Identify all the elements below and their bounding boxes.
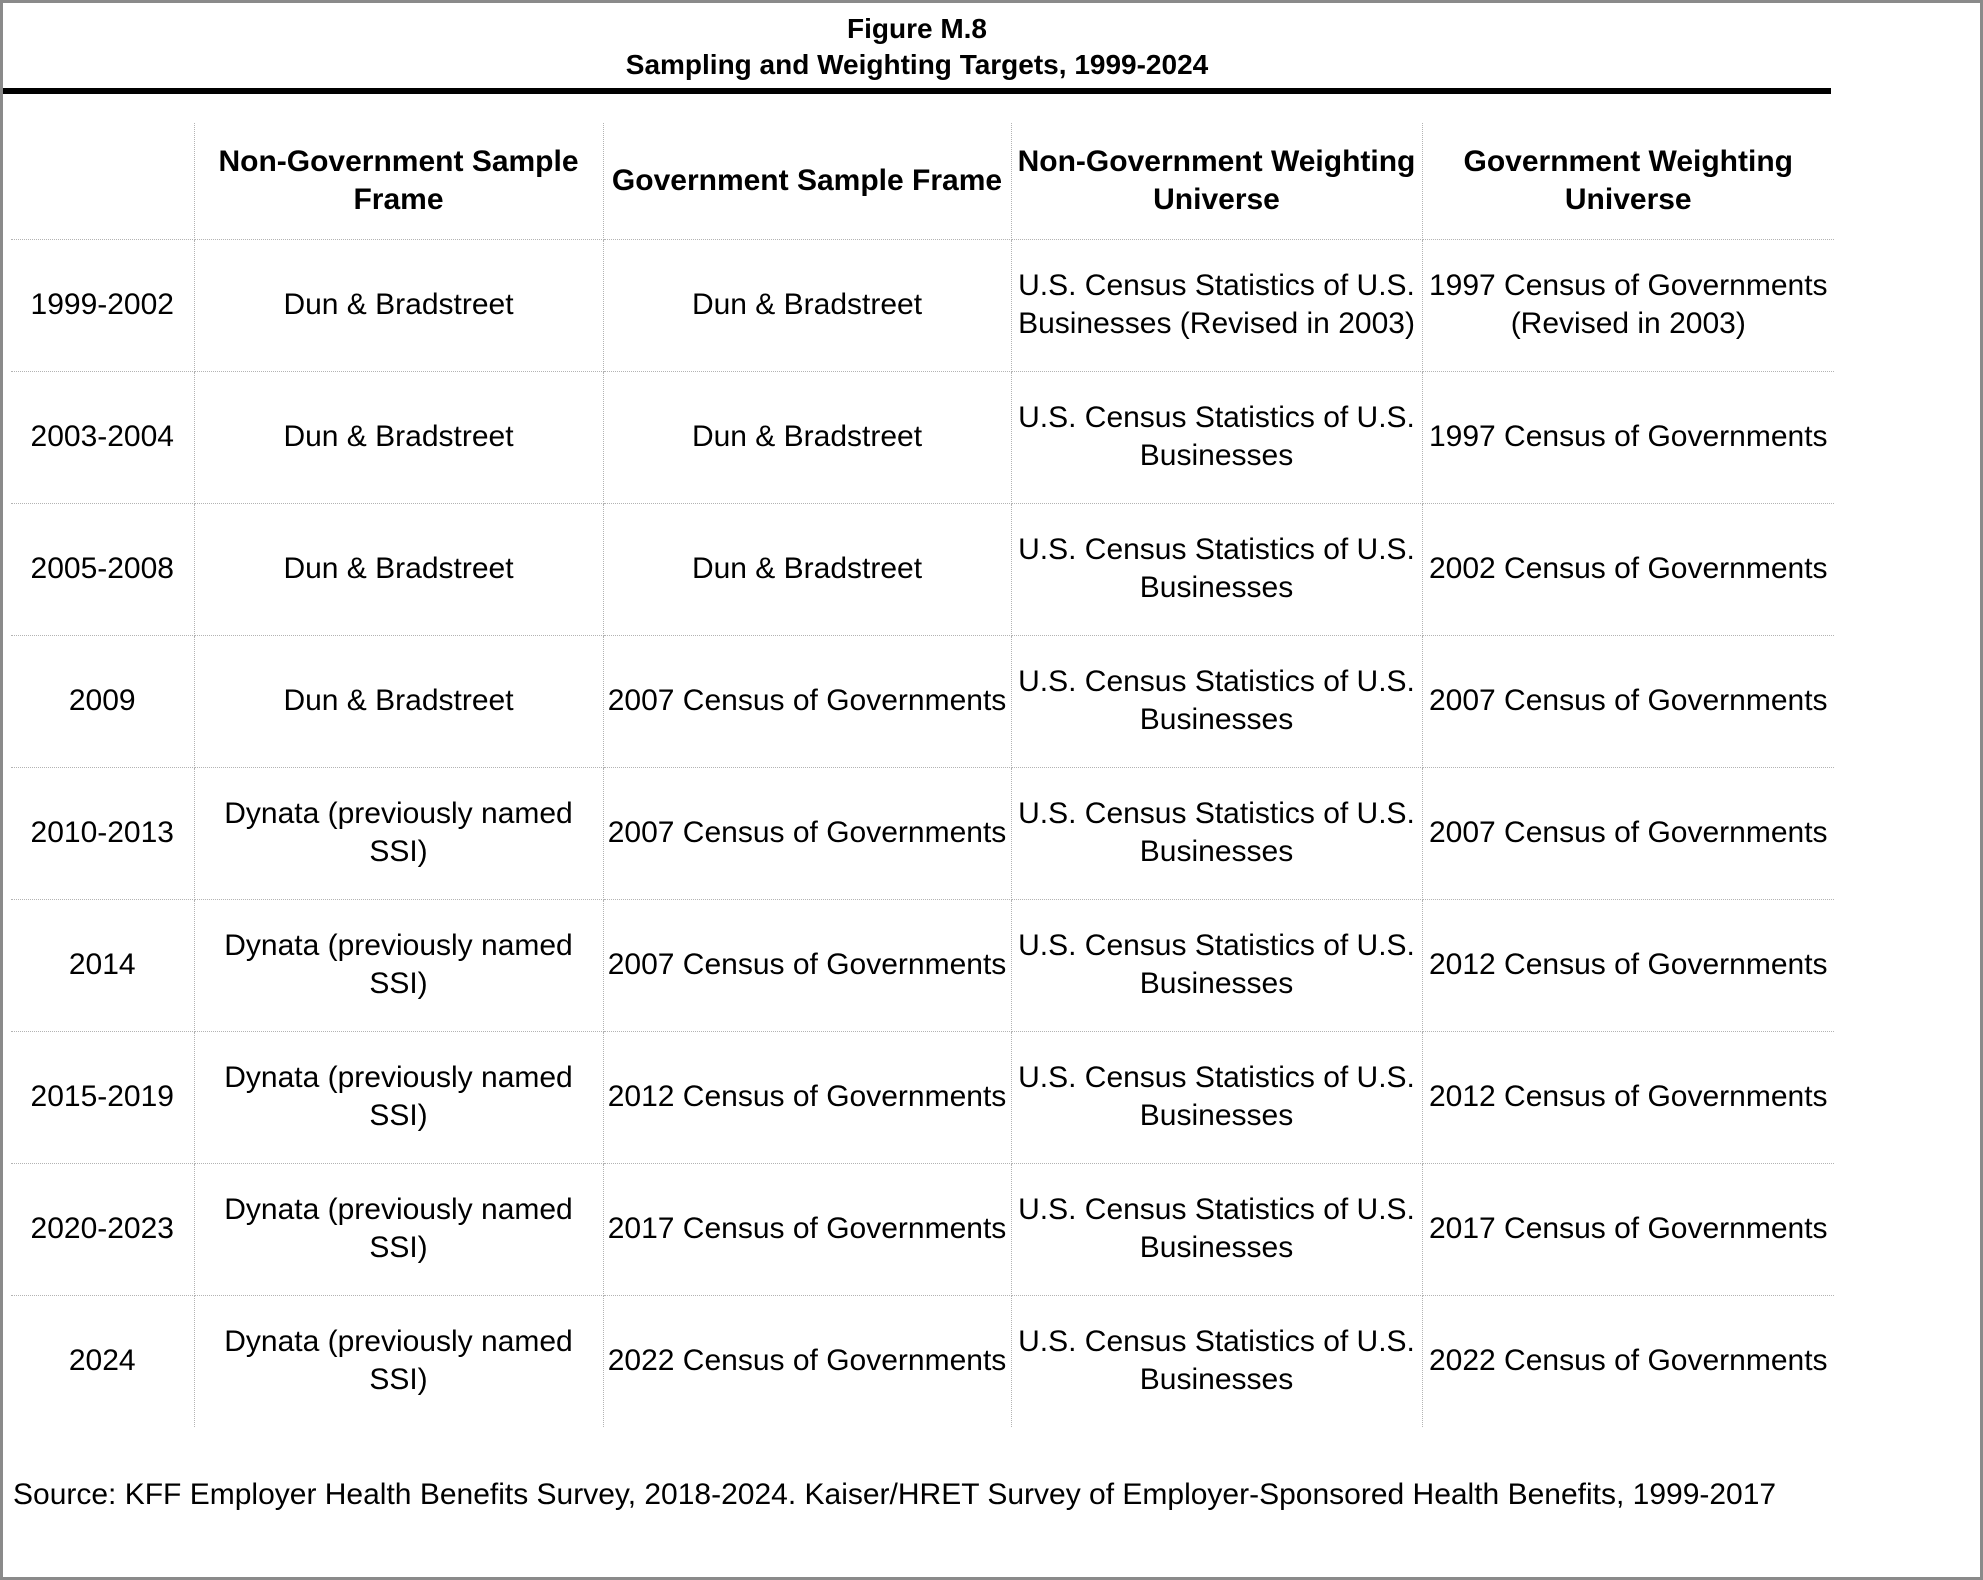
table-cell: Dynata (previously named SSI) (194, 767, 603, 899)
table-row (11, 767, 1834, 899)
table-header-row (11, 123, 1834, 239)
table-cell: U.S. Census Statistics of U.S. Businesses (1011, 503, 1422, 635)
table-cell: Dynata (previously named SSI) (194, 899, 603, 1031)
sampling-weighting-table (11, 123, 1834, 1427)
year-cell: 2009 (11, 635, 194, 767)
table-cell: Dun & Bradstreet (194, 239, 603, 371)
table-cell: Dynata (previously named SSI) (194, 1163, 603, 1295)
year-cell: 1999-2002 (11, 239, 194, 371)
table-body (11, 239, 1834, 1427)
table-cell: U.S. Census Statistics of U.S. Businesses (1011, 635, 1422, 767)
table-row (11, 635, 1834, 767)
column-header: Non-Government Weighting Universe (1011, 123, 1422, 239)
table-cell: U.S. Census Statistics of U.S. Businesses (Revised in 2003) (1011, 239, 1422, 371)
table-cell: 1997 Census of Governments (1422, 371, 1834, 503)
table-cell: U.S. Census Statistics of U.S. Businesses (1011, 899, 1422, 1031)
table-cell: Dynata (previously named SSI) (194, 1031, 603, 1163)
figure-title: Sampling and Weighting Targets, 1999-2024 (625, 49, 1209, 80)
table-cell: 2007 Census of Governments (603, 635, 1011, 767)
table-cell: 1997 Census of Governments (Revised in 2003) (1422, 239, 1834, 371)
table-cell: Dynata (previously named SSI) (194, 1295, 603, 1427)
column-header: Government Sample Frame (603, 123, 1011, 239)
table-cell: 2012 Census of Governments (603, 1031, 1011, 1163)
table-row (11, 239, 1834, 371)
table-cell: Dun & Bradstreet (194, 635, 603, 767)
table-cell: 2012 Census of Governments (1422, 899, 1834, 1031)
year-cell: 2003-2004 (11, 371, 194, 503)
table-cell: Dun & Bradstreet (603, 503, 1011, 635)
table-cell: Dun & Bradstreet (194, 371, 603, 503)
table-cell: 2002 Census of Governments (1422, 503, 1834, 635)
table-cell: Dun & Bradstreet (603, 239, 1011, 371)
year-cell: 2020-2023 (11, 1163, 194, 1295)
table-cell: Dun & Bradstreet (603, 371, 1011, 503)
table-cell: 2007 Census of Governments (1422, 767, 1834, 899)
year-cell: 2015-2019 (11, 1031, 194, 1163)
table-cell: U.S. Census Statistics of U.S. Businesses (1011, 1295, 1422, 1427)
year-cell: 2010-2013 (11, 767, 194, 899)
table-row (11, 1163, 1834, 1295)
figure-number: Figure M.8 (846, 13, 987, 44)
table-cell: U.S. Census Statistics of U.S. Businesses (1011, 371, 1422, 503)
table-cell: 2007 Census of Governments (603, 767, 1011, 899)
table-cell: 2017 Census of Governments (1422, 1163, 1834, 1295)
year-cell: 2005-2008 (11, 503, 194, 635)
source-note: Source: KFF Employer Health Benefits Survey, 2018-2024. Kaiser/HRET Survey of Employer-Sponsored Health Benefits, 1999-2017 (13, 1478, 1777, 1511)
figure-title-block (3, 3, 1831, 94)
table-cell: 2017 Census of Governments (603, 1163, 1011, 1295)
table-row (11, 1031, 1834, 1163)
table-cell: U.S. Census Statistics of U.S. Businesses (1011, 1163, 1422, 1295)
table-row (11, 503, 1834, 635)
year-cell: 2014 (11, 899, 194, 1031)
table-cell: 2022 Census of Governments (603, 1295, 1011, 1427)
table-cell: Dun & Bradstreet (194, 503, 603, 635)
table-row (11, 371, 1834, 503)
year-cell: 2024 (11, 1295, 194, 1427)
table-row (11, 1295, 1834, 1427)
column-header: Government Weighting Universe (1422, 123, 1834, 239)
table-cell: 2022 Census of Governments (1422, 1295, 1834, 1427)
table-cell: U.S. Census Statistics of U.S. Businesses (1011, 1031, 1422, 1163)
table-cell: 2007 Census of Governments (603, 899, 1011, 1031)
table-cell: 2007 Census of Governments (1422, 635, 1834, 767)
year-column-header (11, 123, 194, 239)
table-cell: U.S. Census Statistics of U.S. Businesses (1011, 767, 1422, 899)
column-header: Non-Government Sample Frame (194, 123, 603, 239)
table-row (11, 899, 1834, 1031)
table-cell: 2012 Census of Governments (1422, 1031, 1834, 1163)
